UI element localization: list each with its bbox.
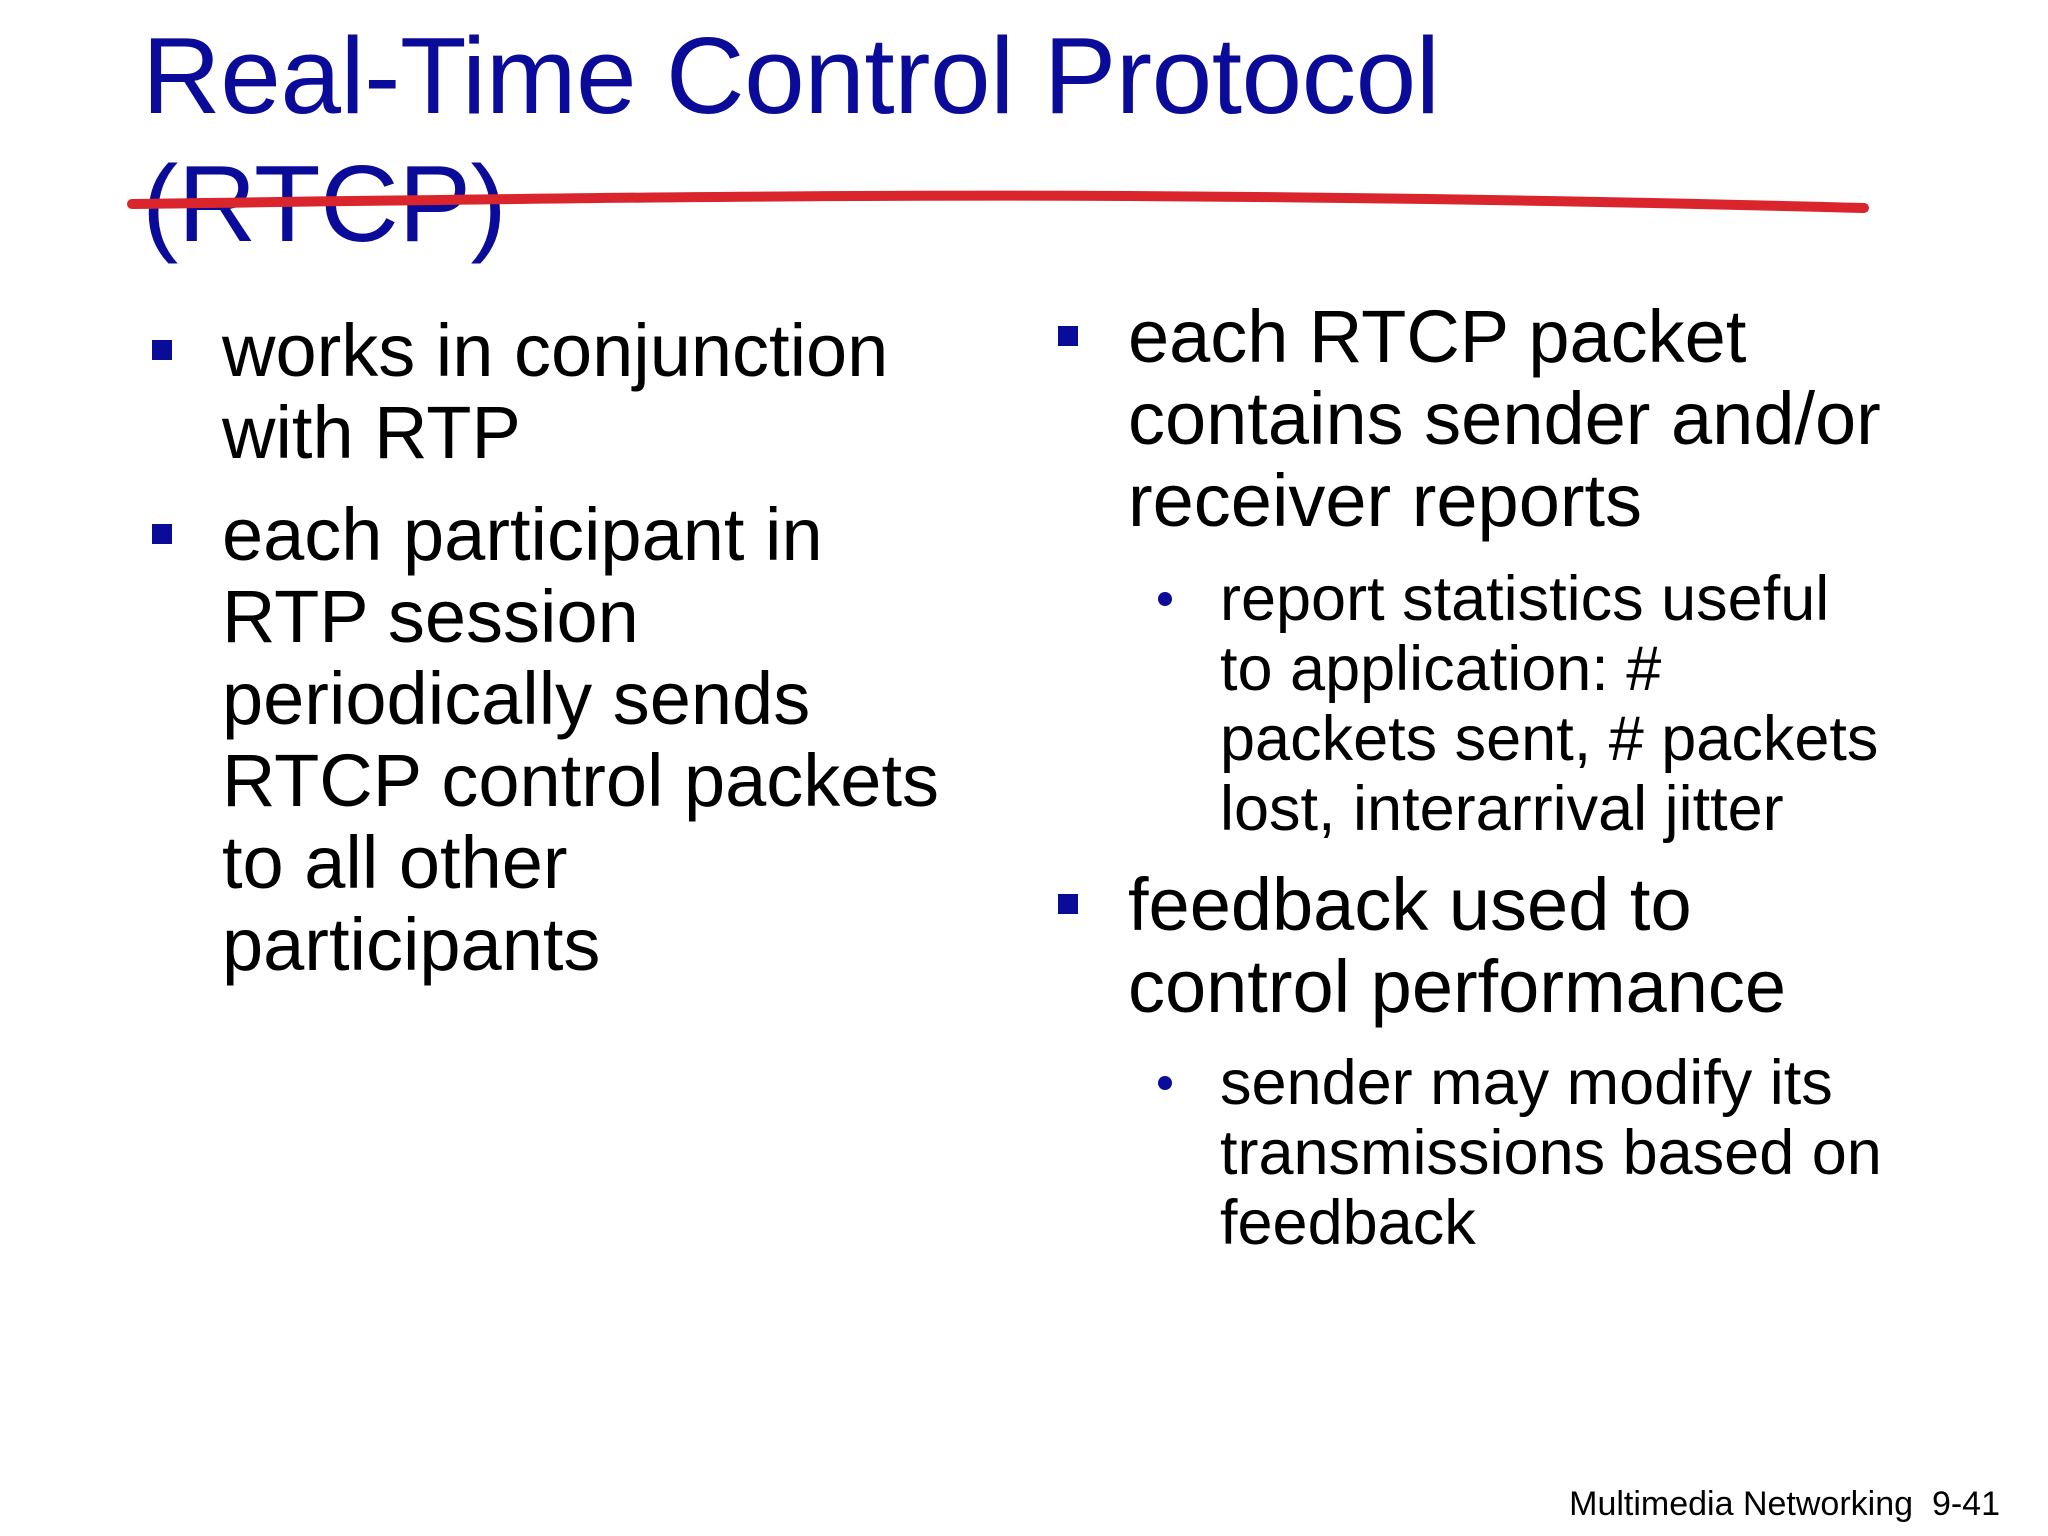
bullet-line: each RTCP packet (1128, 295, 1747, 378)
square-bullet-icon (152, 340, 172, 360)
bullet-line: each participant in (222, 493, 823, 576)
round-bullet-icon (1158, 1076, 1172, 1090)
bullet-line: control performance (1128, 945, 1787, 1028)
square-bullet-icon (152, 524, 172, 544)
title-line-1: Real-Time Control Protocol (142, 15, 1440, 137)
title-line-2: (RTCP) (142, 143, 507, 265)
footer-section: Multimedia Networking (1569, 1485, 1914, 1523)
sub-bullet-line: packets sent, # packets (1220, 704, 1879, 774)
bullet-line: participants (222, 903, 601, 986)
bullet-line: with RTP (222, 391, 521, 474)
sub-bullet-line: report statistics useful (1220, 564, 1830, 634)
sub-bullet-line: lost, interarrival jitter (1220, 774, 1784, 844)
bullet-line: receiver reports (1128, 459, 1643, 542)
bullet-line: periodically sends (222, 657, 811, 740)
sub-bullet-line: transmissions based on (1220, 1118, 1882, 1188)
slide-title (142, 12, 1842, 268)
sub-bullet-line: feedback (1220, 1188, 1476, 1258)
red-strikethrough-annotation (128, 188, 1868, 228)
sub-bullet-line: to application: # (1220, 634, 1662, 704)
square-bullet-icon (1058, 326, 1078, 346)
bullet-line: contains sender and/or (1128, 377, 1881, 460)
bullet-line: to all other (222, 821, 568, 904)
bullet-line: feedback used to (1128, 863, 1692, 946)
sub-bullet-line: sender may modify its (1220, 1048, 1833, 1118)
round-bullet-icon (1158, 592, 1172, 606)
footer-page-number: 9-41 (1931, 1485, 2000, 1523)
bullet-line: RTCP control packets (222, 739, 940, 822)
slide-footer (1569, 1484, 2000, 1524)
bullet-line: RTP session (222, 575, 639, 658)
bullet-line: works in conjunction (222, 309, 889, 392)
square-bullet-icon (1058, 894, 1078, 914)
